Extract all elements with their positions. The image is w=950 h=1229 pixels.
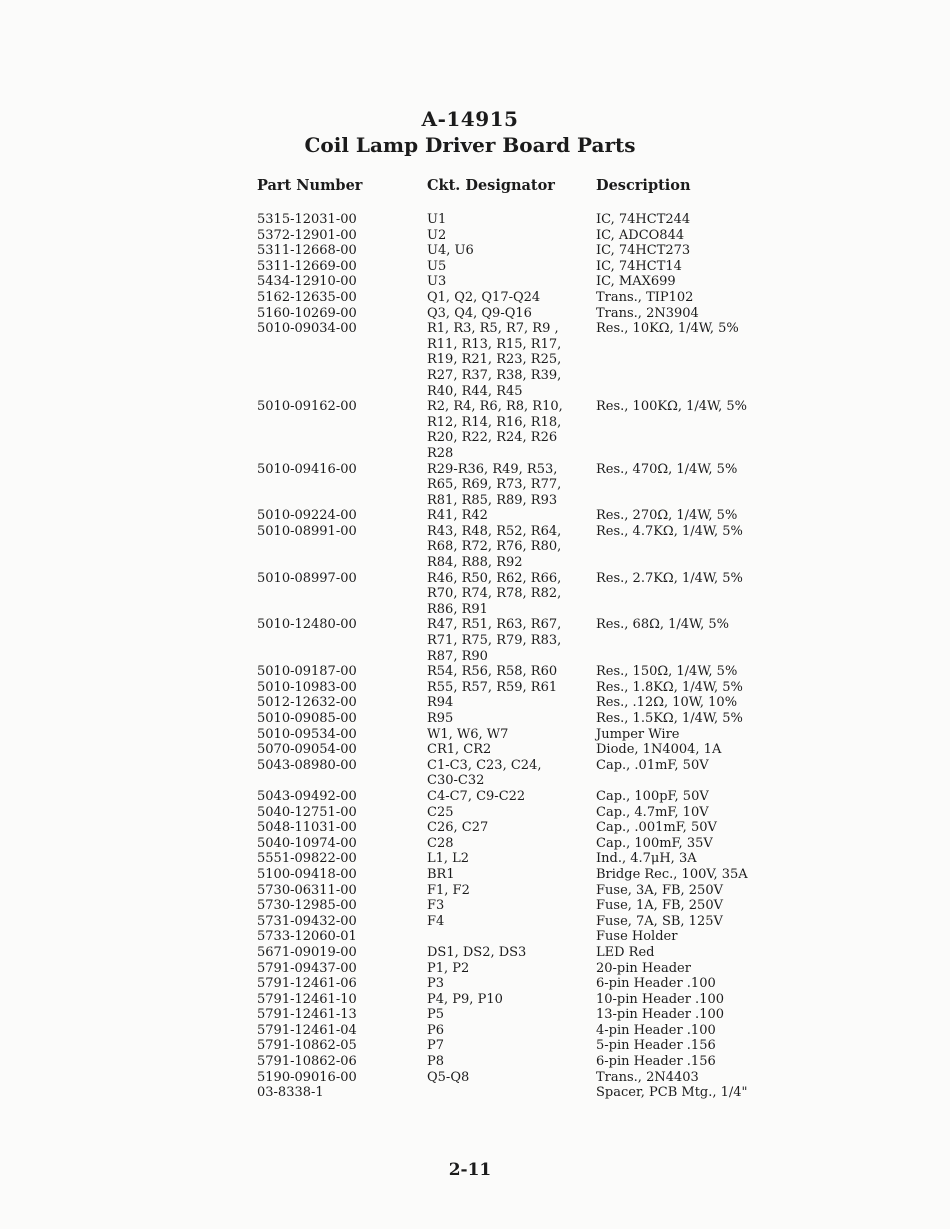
designator-cell xyxy=(427,212,596,228)
designator-cell xyxy=(427,867,596,883)
table-row xyxy=(257,508,836,524)
description-cell: IC, 74HCT273 xyxy=(596,243,691,259)
description-cell: Fuse, 7A, SB, 125V xyxy=(596,913,723,929)
part-number-cell: 5010-08997-00 xyxy=(257,570,357,586)
part-number-cell: 5311-12669-00 xyxy=(257,258,357,274)
designator-line: L1, L2 xyxy=(427,851,470,867)
part-number-cell: 5043-08980-00 xyxy=(257,757,357,773)
designator-line: R84, R88, R92 xyxy=(427,555,523,571)
designator-line: R28 xyxy=(427,445,454,461)
designator-cell xyxy=(427,571,596,618)
part-number-cell: 5551-09822-00 xyxy=(257,851,357,867)
part-number-cell: 5372-12901-00 xyxy=(257,227,357,243)
designator-line: U5 xyxy=(427,258,447,274)
designator-line: F4 xyxy=(427,913,445,929)
designator-cell xyxy=(427,1085,596,1101)
table-row xyxy=(257,1054,836,1070)
designator-line: C4-C7, C9-C22 xyxy=(427,788,526,804)
parts-table-body xyxy=(257,212,836,1101)
part-number-cell: 5010-09534-00 xyxy=(257,726,357,742)
description-cell: 10-pin Header .100 xyxy=(596,991,725,1007)
part-number-cell: 5791-12461-13 xyxy=(257,1007,357,1023)
table-row xyxy=(257,306,836,322)
part-number-cell: 5730-12985-00 xyxy=(257,898,357,914)
header-part-number: Part Number xyxy=(257,177,363,194)
part-number-cell: 5791-12461-10 xyxy=(257,991,357,1007)
designator-line: W1, W6, W7 xyxy=(427,726,509,742)
part-number-cell: 5043-09492-00 xyxy=(257,788,357,804)
table-row xyxy=(257,851,836,867)
designator-line: R87, R90 xyxy=(427,648,488,664)
designator-cell xyxy=(427,695,596,711)
description-cell: IC, MAX699 xyxy=(596,274,676,290)
table-row xyxy=(257,789,836,805)
description-cell: Ind., 4.7μH, 3A xyxy=(596,851,697,867)
description-cell: Bridge Rec., 100V, 35A xyxy=(596,866,748,882)
designator-line: DS1, DS2, DS3 xyxy=(427,944,527,960)
designator-line: R46, R50, R62, R66, xyxy=(427,570,562,586)
designator-line: P5 xyxy=(427,1007,445,1023)
page-number: 2-11 xyxy=(448,1160,492,1180)
designator-line: P6 xyxy=(427,1022,445,1038)
description-cell: Cap., .01mF, 50V xyxy=(596,757,709,773)
designator-cell xyxy=(427,1070,596,1086)
designator-cell xyxy=(427,306,596,322)
table-row xyxy=(257,228,836,244)
description-cell: IC, 74HCT14 xyxy=(596,258,682,274)
designator-line: R68, R72, R76, R80, xyxy=(427,539,562,555)
designator-line: R27, R37, R38, R39, xyxy=(427,367,562,383)
description-cell: Cap., .001mF, 50V xyxy=(596,820,717,836)
part-number-cell: 5160-10269-00 xyxy=(257,305,357,321)
parts-table xyxy=(257,212,836,1101)
part-number-cell: 5010-09224-00 xyxy=(257,508,357,524)
table-row xyxy=(257,976,836,992)
header-description: Description xyxy=(596,177,691,194)
description-cell: Res., 470Ω, 1/4W, 5% xyxy=(596,461,738,477)
table-row xyxy=(257,727,836,743)
designator-cell xyxy=(427,929,596,945)
designator-line: R65, R69, R73, R77, xyxy=(427,477,562,493)
description-cell: Cap., 100pF, 50V xyxy=(596,788,709,804)
table-row xyxy=(257,961,836,977)
part-number-cell: 5791-10862-06 xyxy=(257,1054,357,1070)
description-cell: Res., 270Ω, 1/4W, 5% xyxy=(596,508,738,524)
table-row xyxy=(257,212,836,228)
description-cell: IC, 74HCT244 xyxy=(596,212,691,227)
description-cell: IC, ADCO844 xyxy=(596,227,685,243)
description-cell: LED Red xyxy=(596,944,655,960)
part-number-cell: 5311-12668-00 xyxy=(257,243,357,259)
part-number-cell: 5315-12031-00 xyxy=(257,212,357,227)
designator-line: P3 xyxy=(427,976,445,992)
description-cell: Res., 10KΩ, 1/4W, 5% xyxy=(596,321,739,337)
description-cell: 4-pin Header .100 xyxy=(596,1022,716,1038)
table-row xyxy=(257,571,836,618)
designator-line: C1-C3, C23, C24, xyxy=(427,757,542,773)
designator-line: R19, R21, R23, R25, xyxy=(427,352,562,368)
title-block xyxy=(0,106,940,158)
description-cell: Trans., TIP102 xyxy=(596,289,694,305)
designator-line: BR1 xyxy=(427,866,455,882)
designator-line xyxy=(427,1085,596,1101)
part-number-cell: 5791-12461-04 xyxy=(257,1022,357,1038)
description-cell: Diode, 1N4004, 1A xyxy=(596,742,722,758)
designator-line: R70, R74, R78, R82, xyxy=(427,586,562,602)
designator-cell xyxy=(427,399,596,461)
designator-line: C28 xyxy=(427,835,454,851)
designator-cell xyxy=(427,836,596,852)
table-row xyxy=(257,758,836,789)
part-number-cell: 5010-09085-00 xyxy=(257,711,357,726)
designator-line: P7 xyxy=(427,1038,445,1054)
part-number-cell: 03-8338-1 xyxy=(257,1085,324,1101)
designator-line: R11, R13, R15, R17, xyxy=(427,336,562,352)
designator-cell xyxy=(427,1007,596,1023)
description-cell: Fuse Holder xyxy=(596,929,678,945)
part-number-cell: 5010-09416-00 xyxy=(257,461,357,477)
description-cell: Trans., 2N4403 xyxy=(596,1069,699,1085)
description-cell: 6-pin Header .156 xyxy=(596,1054,716,1070)
table-row xyxy=(257,524,836,571)
designator-line: Q5-Q8 xyxy=(427,1069,470,1085)
table-row xyxy=(257,695,836,711)
table-row xyxy=(257,290,836,306)
designator-cell xyxy=(427,1054,596,1070)
designator-line: R94 xyxy=(427,695,454,711)
part-number-cell: 5012-12632-00 xyxy=(257,695,357,711)
table-row xyxy=(257,274,836,290)
part-number-cell: 5010-10983-00 xyxy=(257,679,357,695)
designator-cell xyxy=(427,524,596,571)
designator-cell xyxy=(427,742,596,758)
document-number: A-14915 xyxy=(421,107,519,131)
designator-line: P4, P9, P10 xyxy=(427,991,503,1007)
description-cell: Cap., 100mF, 35V xyxy=(596,835,713,851)
designator-line: F1, F2 xyxy=(427,882,470,898)
designator-cell xyxy=(427,274,596,290)
designator-cell xyxy=(427,321,596,399)
designator-cell xyxy=(427,228,596,244)
description-cell: Jumper Wire xyxy=(596,726,680,742)
designator-cell xyxy=(427,758,596,789)
designator-line: R43, R48, R52, R64, xyxy=(427,523,562,539)
designator-cell xyxy=(427,976,596,992)
designator-line: C26, C27 xyxy=(427,820,489,836)
designator-cell xyxy=(427,680,596,696)
table-row xyxy=(257,883,836,899)
description-cell: Res., .12Ω, 10W, 10% xyxy=(596,695,738,711)
table-row xyxy=(257,1038,836,1054)
part-number-cell: 5100-09418-00 xyxy=(257,866,357,882)
part-number-cell: 5434-12910-00 xyxy=(257,274,357,290)
designator-cell xyxy=(427,243,596,259)
designator-cell xyxy=(427,508,596,524)
designator-line: F3 xyxy=(427,898,445,914)
description-cell: Fuse, 1A, FB, 250V xyxy=(596,898,723,914)
designator-cell xyxy=(427,883,596,899)
designator-cell xyxy=(427,851,596,867)
description-cell: Res., 1.8KΩ, 1/4W, 5% xyxy=(596,679,743,695)
designator-cell xyxy=(427,789,596,805)
part-number-cell: 5040-10974-00 xyxy=(257,835,357,851)
designator-line: Q3, Q4, Q9-Q16 xyxy=(427,305,532,321)
table-row xyxy=(257,680,836,696)
designator-line: R47, R51, R63, R67, xyxy=(427,617,562,633)
table-row xyxy=(257,399,836,461)
designator-cell xyxy=(427,617,596,664)
designator-cell xyxy=(427,820,596,836)
table-row xyxy=(257,1085,836,1101)
table-row xyxy=(257,1007,836,1023)
designator-line: P8 xyxy=(427,1054,445,1070)
designator-cell xyxy=(427,1023,596,1039)
designator-cell xyxy=(427,805,596,821)
description-cell: Res., 1.5KΩ, 1/4W, 5% xyxy=(596,711,743,726)
designator-cell xyxy=(427,1038,596,1054)
table-row xyxy=(257,1070,836,1086)
part-number-cell: 5791-10862-05 xyxy=(257,1038,357,1054)
table-row xyxy=(257,867,836,883)
part-number-cell: 5730-06311-00 xyxy=(257,882,357,898)
table-row xyxy=(257,243,836,259)
description-cell: Res., 2.7KΩ, 1/4W, 5% xyxy=(596,570,743,586)
table-row xyxy=(257,805,836,821)
part-number-cell: 5010-09162-00 xyxy=(257,399,357,415)
table-row xyxy=(257,664,836,680)
designator-line: R41, R42 xyxy=(427,508,488,524)
designator-line: R2, R4, R6, R8, R10, xyxy=(427,399,563,415)
description-cell: 13-pin Header .100 xyxy=(596,1007,725,1023)
designator-line: U2 xyxy=(427,227,447,243)
part-number-cell: 5671-09019-00 xyxy=(257,944,357,960)
table-row xyxy=(257,462,836,509)
part-number-cell: 5070-09054-00 xyxy=(257,742,357,758)
designator-line: R40, R44, R45 xyxy=(427,383,523,399)
part-number-cell: 5162-12635-00 xyxy=(257,289,357,305)
part-number-cell: 5010-08991-00 xyxy=(257,523,357,539)
designator-line: R55, R57, R59, R61 xyxy=(427,679,558,695)
description-cell: Spacer, PCB Mtg., 1/4" xyxy=(596,1085,748,1101)
designator-line: U1 xyxy=(427,212,447,227)
table-row xyxy=(257,617,836,664)
part-number-cell: 5190-09016-00 xyxy=(257,1069,357,1085)
designator-line: R20, R22, R24, R26 xyxy=(427,430,558,446)
description-cell: 20-pin Header xyxy=(596,960,691,976)
table-row xyxy=(257,742,836,758)
header-ckt-designator: Ckt. Designator xyxy=(427,177,555,194)
table-row xyxy=(257,711,836,727)
description-cell: 5-pin Header .156 xyxy=(596,1038,716,1054)
designator-cell xyxy=(427,290,596,306)
table-row xyxy=(257,1023,836,1039)
designator-cell xyxy=(427,992,596,1008)
designator-line xyxy=(427,929,596,945)
designator-line: R29-R36, R49, R53, xyxy=(427,461,558,477)
table-row xyxy=(257,836,836,852)
table-row xyxy=(257,820,836,836)
table-row xyxy=(257,321,836,399)
designator-line: R12, R14, R16, R18, xyxy=(427,414,562,430)
designator-line: CR1, CR2 xyxy=(427,742,492,758)
designator-line: U3 xyxy=(427,274,447,290)
table-row xyxy=(257,992,836,1008)
designator-line: R1, R3, R5, R7, R9 , xyxy=(427,321,559,337)
designator-line: R54, R56, R58, R60 xyxy=(427,664,558,680)
designator-cell xyxy=(427,945,596,961)
description-cell: Fuse, 3A, FB, 250V xyxy=(596,882,723,898)
designator-cell xyxy=(427,961,596,977)
designator-line: C25 xyxy=(427,804,454,820)
designator-cell xyxy=(427,727,596,743)
part-number-cell: 5010-12480-00 xyxy=(257,617,357,633)
table-row xyxy=(257,259,836,275)
description-cell: Trans., 2N3904 xyxy=(596,305,699,321)
designator-line: R95 xyxy=(427,711,454,726)
designator-line: U4, U6 xyxy=(427,243,474,259)
part-number-cell: 5048-11031-00 xyxy=(257,820,357,836)
designator-line: R86, R91 xyxy=(427,601,488,617)
designator-cell xyxy=(427,711,596,727)
part-number-cell: 5733-12060-01 xyxy=(257,929,357,945)
designator-line: C30-C32 xyxy=(427,773,485,789)
designator-cell xyxy=(427,259,596,275)
part-number-cell: 5010-09034-00 xyxy=(257,321,357,337)
part-number-cell: 5040-12751-00 xyxy=(257,804,357,820)
description-cell: Res., 100KΩ, 1/4W, 5% xyxy=(596,399,748,415)
table-row xyxy=(257,914,836,930)
description-cell: Res., 4.7KΩ, 1/4W, 5% xyxy=(596,523,743,539)
part-number-cell: 5791-09437-00 xyxy=(257,960,357,976)
description-cell: 6-pin Header .100 xyxy=(596,976,716,992)
designator-cell xyxy=(427,462,596,509)
designator-line: R71, R75, R79, R83, xyxy=(427,633,562,649)
part-number-cell: 5731-09432-00 xyxy=(257,913,357,929)
description-cell: Res., 68Ω, 1/4W, 5% xyxy=(596,617,730,633)
table-row xyxy=(257,929,836,945)
document-title: Coil Lamp Driver Board Parts xyxy=(304,133,636,157)
part-number-cell: 5010-09187-00 xyxy=(257,664,357,680)
designator-line: P1, P2 xyxy=(427,960,470,976)
part-number-cell: 5791-12461-06 xyxy=(257,976,357,992)
description-cell: Cap., 4.7mF, 10V xyxy=(596,804,709,820)
designator-line: Q1, Q2, Q17-Q24 xyxy=(427,289,541,305)
designator-cell xyxy=(427,898,596,914)
designator-cell xyxy=(427,914,596,930)
designator-cell xyxy=(427,664,596,680)
table-row xyxy=(257,898,836,914)
table-row xyxy=(257,945,836,961)
description-cell: Res., 150Ω, 1/4W, 5% xyxy=(596,664,738,680)
designator-line: R81, R85, R89, R93 xyxy=(427,492,558,508)
